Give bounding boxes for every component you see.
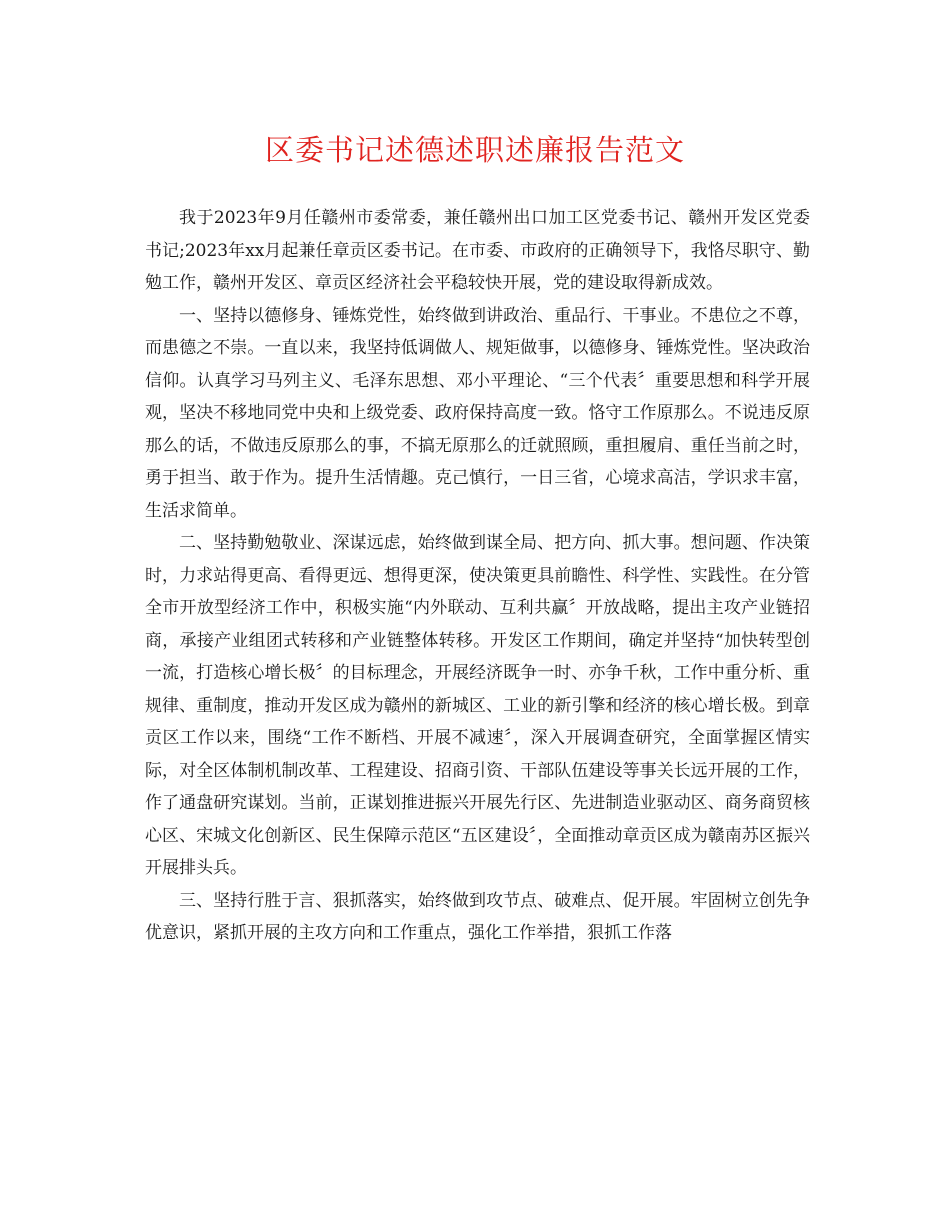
paragraph-intro: 我于2023年9月任赣州市委常委，兼任赣州出口加工区党委书记、赣州开发区党委书记;2023年xx月起兼任章贡区委书记。在市委、市政府的正确领导下，我恪尽职守、勤勉工作，赣州开发区、章贡区经济社会平稳较快开展，党的建设取得新成效。 xyxy=(145,208,810,293)
paragraph-section-1: 一、坚持以德修身、锤炼党性，始终做到讲政治、重品行、干事业。不患位之不尊，而患德之不崇。一直以来，我坚持低调做人、规矩做事，以德修身、锤炼党性。坚决政治信仰。认真学习马列主义、毛泽东思想、邓小平理论、“三个代表〞重要思想和科学开展观，坚决不移地同党中央和上级党委、政府保持高度一致。恪守工作原那么。不说违反原那么的话，不做违反原那么的事，不搞无原那么的迁就照顾，重担履肩、重任当前之时，勇于担当、敢于作为。提升生活情趣。克己慎行，一日三省，心境求高洁，学识求丰富，生活求简单。 xyxy=(145,305,810,521)
document-body xyxy=(145,202,810,950)
paragraph-section-2: 二、坚持勤勉敬业、深谋远虑，始终做到谋全局、把方向、抓大事。想问题、作决策时，力求站得更高、看得更远、想得更深，使决策更具前瞻性、科学性、实践性。在分管全市开放型经济工作中，积极实施“内外联动、互利共赢〞开放战略，提出主攻产业链招商，承接产业组团式转移和产业链整体转移。开发区工作期间，确定并坚持“加快转型创一流，打造核心增长极〞的目标理念，开展经济既争一时、亦争千秋，工作中重分析、重规律、重制度，推动开发区成为赣州的新城区、工业的新引擎和经济的核心增长极。到章贡区工作以来，围绕“工作不断档、开展不减速〞，深入开展调查研究，全面掌握区情实际，对全区体制机制改革、工程建设、招商引资、干部队伍建设等事关长远开展的工作，作了通盘研究谋划。当前，正谋划推进振兴开展先行区、先进制造业驱动区、商务商贸核心区、宋城文化创新区、民生保障示范区“五区建设〞，全面推动章贡区成为赣南苏区振兴开展排头兵。 xyxy=(145,533,810,878)
paragraph-section-3: 三、坚持行胜于言、狠抓落实，始终做到攻节点、破难点、促开展。牢固树立创先争优意识，紧抓开展的主攻方向和工作重点，强化工作举措，狠抓工作落 xyxy=(145,890,810,943)
document-title: 区委书记述德述职述廉报告范文 xyxy=(264,133,685,167)
